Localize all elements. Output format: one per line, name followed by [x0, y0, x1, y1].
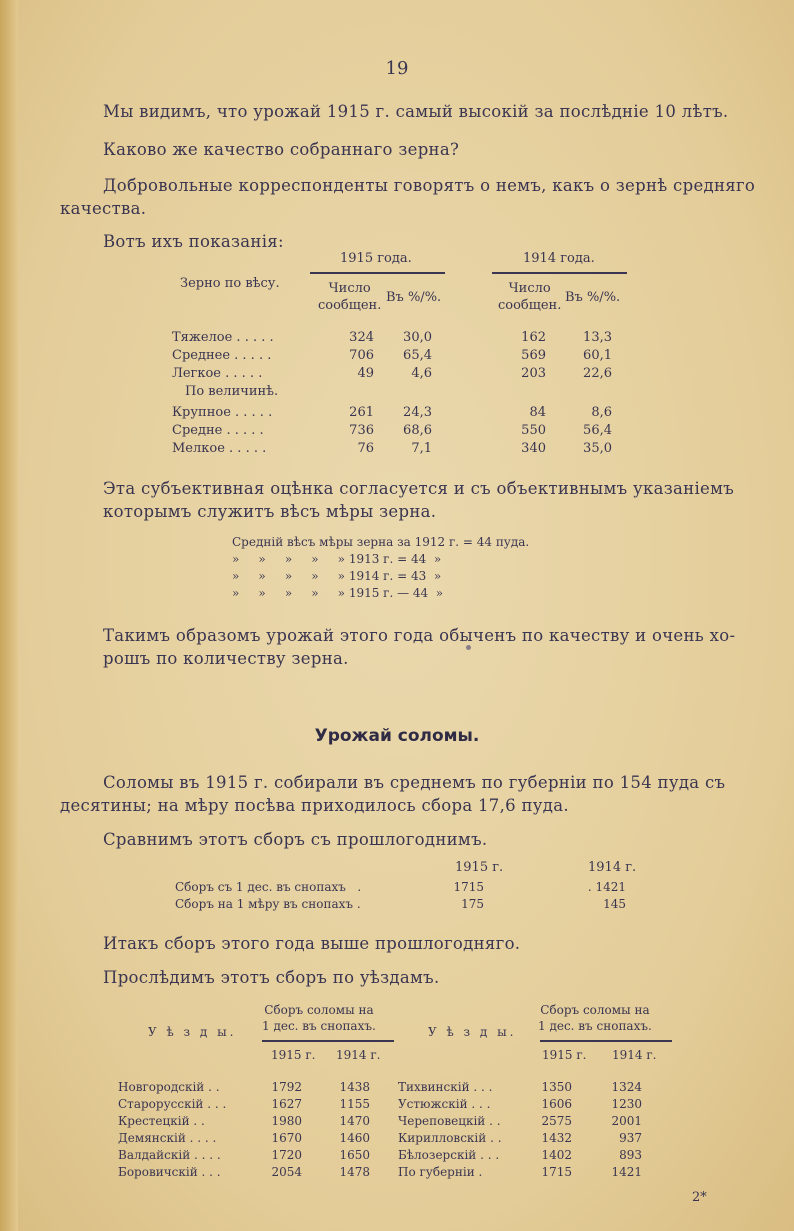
paragraph-by-districts: Прослѣдимъ этотъ сборъ по уѣздамъ.: [103, 968, 440, 987]
col-pct-1914: Въ %/%.: [565, 290, 621, 305]
sbor-label-2: 1 дес. въ снопахъ.: [262, 1019, 376, 1033]
rule-1915: [310, 272, 445, 274]
year-1914-header: 1914 года.: [523, 251, 595, 266]
t3-value-1915: 1715: [541, 1165, 572, 1179]
size-subheader: По величинѣ.: [185, 384, 279, 399]
t3-district-name: Бѣлозерскій . . .: [398, 1148, 500, 1162]
measure-weight-line: » » » » » 1914 г. = 43 »: [232, 569, 442, 583]
row-header-weight: Зерно по вѣсу.: [180, 276, 280, 291]
sbor-label-2: 1 дес. въ снопахъ.: [538, 1019, 652, 1033]
t3-header-sbor-left: [262, 1002, 376, 1034]
t3-value-1915: 1792: [271, 1080, 302, 1094]
paragraph-straw-line2: десятины; на мѣру посѣва приходилось сбора 17,6 пуда.: [60, 796, 569, 815]
t3-district-name: Крестецкій . .: [118, 1114, 205, 1128]
t3-district-name: Боровичскій . . .: [118, 1165, 221, 1179]
t3-district-name: Тихвинскій . . .: [398, 1080, 493, 1094]
col-count-1915: [318, 280, 381, 314]
col-count-label-2: сообщен.: [318, 298, 382, 313]
t3-value-1915: 1402: [541, 1148, 572, 1162]
t3-rule-left: [262, 1040, 394, 1042]
paragraph-conclusion-line1: Такимъ образомъ урожай этого года обыченъ по качеству и очень хо-: [103, 626, 736, 645]
pct-1914: 22,6: [583, 366, 612, 381]
t2-year-1914: 1914 г.: [588, 860, 637, 875]
sbor-label-1: Сборъ соломы на: [264, 1003, 374, 1017]
t3-value-1914: 937: [619, 1131, 642, 1145]
rule-1914: [492, 272, 627, 274]
signature-mark: 2*: [692, 1190, 707, 1205]
paragraph-grain-quality-question: Каково же качество собраннаго зерна?: [103, 140, 460, 159]
count-1915: 706: [349, 348, 374, 363]
section-heading-straw: Урожай соломы.: [314, 726, 480, 746]
paragraph-harvest-highest: Мы видимъ, что урожай 1915 г. самый высокій за послѣдніе 10 лѣтъ.: [103, 102, 729, 121]
pct-1914: 35,0: [583, 441, 612, 456]
t3-value-1915: 1606: [541, 1097, 572, 1111]
col-count-label-1: Число: [328, 281, 371, 296]
row-label: Среднее . . . . .: [172, 348, 272, 363]
pct-1914: 56,4: [583, 423, 612, 438]
row-label: Крупное . . . . .: [172, 405, 273, 420]
col-pct-1915: Въ %/%.: [386, 290, 442, 305]
t3-header-uezd-left: У ѣ з д ы.: [148, 1025, 237, 1039]
t3-value-1914: 1438: [339, 1080, 370, 1094]
count-1914: 340: [521, 441, 546, 456]
pct-1915: 65,4: [403, 348, 432, 363]
t3-value-1914: 1478: [339, 1165, 370, 1179]
t2-value-1915: 1715: [453, 880, 484, 894]
col-count-1914: [498, 280, 561, 314]
count-1914: 84: [529, 405, 546, 420]
year-1915-header: 1915 года.: [340, 251, 412, 266]
page-number: 19: [385, 58, 409, 79]
paragraph-subjective-line2: которымъ служитъ вѣсъ мѣры зерна.: [103, 502, 437, 521]
t3-district-name: Устюжскій . . .: [398, 1097, 491, 1111]
t2-value-1915: 175: [461, 897, 484, 911]
pct-1915: 68,6: [403, 423, 432, 438]
pct-1914: 8,6: [591, 405, 612, 420]
t3-district-name: Новгородскій . .: [118, 1080, 220, 1094]
paragraph-correspondents-line2: качества.: [60, 199, 147, 218]
t3-header-uezd-right: У ѣ з д ы.: [428, 1025, 517, 1039]
t3-value-1915: 2054: [271, 1165, 302, 1179]
t3-district-name: Валдайскій . . . .: [118, 1148, 221, 1162]
t2-value-1914: 145: [603, 897, 626, 911]
t2-value-1914: . 1421: [587, 880, 626, 894]
t3-value-1914: 1155: [339, 1097, 370, 1111]
count-1915: 736: [349, 423, 374, 438]
t3-left-y1915: 1915 г.: [271, 1048, 316, 1062]
row-label: Средне . . . . .: [172, 423, 264, 438]
count-1914: 569: [521, 348, 546, 363]
t3-value-1915: 1980: [271, 1114, 302, 1128]
t3-value-1915: 2575: [541, 1114, 572, 1128]
t3-district-name: По губерніи .: [398, 1165, 483, 1179]
t3-value-1915: 1670: [271, 1131, 302, 1145]
t3-left-y1914: 1914 г.: [336, 1048, 381, 1062]
t3-district-name: Череповецкій . .: [398, 1114, 501, 1128]
count-1914: 550: [521, 423, 546, 438]
row-label: Легкое . . . . .: [172, 366, 263, 381]
t2-row-label: Сборъ на 1 мѣру въ снопахъ .: [175, 897, 361, 911]
t2-year-1915: 1915 г.: [455, 860, 504, 875]
t3-value-1914: 1460: [339, 1131, 370, 1145]
t3-value-1914: 1230: [611, 1097, 642, 1111]
t3-value-1914: 1470: [339, 1114, 370, 1128]
count-1915: 324: [349, 330, 374, 345]
measure-weight-line: » » » » » 1913 г. = 44 »: [232, 552, 442, 566]
col-count-label-2: сообщен.: [498, 298, 562, 313]
paragraph-higher-than-last: Итакъ сборъ этого года выше прошлогодняго.: [103, 934, 521, 953]
t3-value-1914: 1421: [611, 1165, 642, 1179]
t3-right-y1915: 1915 г.: [542, 1048, 587, 1062]
pct-1915: 7,1: [411, 441, 432, 456]
t3-value-1915: 1432: [541, 1131, 572, 1145]
t3-value-1914: 1650: [339, 1148, 370, 1162]
t3-value-1915: 1720: [271, 1148, 302, 1162]
pct-1915: 4,6: [411, 366, 432, 381]
count-1915: 76: [357, 441, 374, 456]
row-label: Мелкое . . . . .: [172, 441, 267, 456]
t3-value-1915: 1350: [541, 1080, 572, 1094]
measure-weight-line: Средній вѣсъ мѣры зерна за 1912 г. = 44 пуда.: [232, 535, 530, 549]
page-spine: [0, 0, 18, 1231]
t3-value-1914: 893: [619, 1148, 642, 1162]
count-1914: 162: [521, 330, 546, 345]
t3-rule-right: [540, 1040, 672, 1042]
paragraph-conclusion-line2: рошъ по количеству зерна.: [103, 649, 349, 668]
t3-right-y1914: 1914 г.: [612, 1048, 657, 1062]
pct-1914: 60,1: [583, 348, 612, 363]
pct-1915: 30,0: [403, 330, 432, 345]
count-1915: 49: [357, 366, 374, 381]
sbor-label-1: Сборъ соломы на: [540, 1003, 650, 1017]
t3-district-name: Кирилловскій . .: [398, 1131, 502, 1145]
t3-header-sbor-right: [538, 1002, 652, 1034]
count-1914: 203: [521, 366, 546, 381]
t3-district-name: Демянскій . . . .: [118, 1131, 217, 1145]
t3-value-1914: 1324: [611, 1080, 642, 1094]
paragraph-straw-line1: Соломы въ 1915 г. собирали въ среднемъ по губерніи по 154 пуда съ: [103, 773, 726, 792]
t3-value-1915: 1627: [271, 1097, 302, 1111]
t3-district-name: Старорусскій . . .: [118, 1097, 227, 1111]
measure-weight-line: » » » » » 1915 г. — 44 »: [232, 586, 444, 600]
pct-1914: 13,3: [583, 330, 612, 345]
paragraph-compare: Сравнимъ этотъ сборъ съ прошлогоднимъ.: [103, 830, 488, 849]
count-1915: 261: [349, 405, 374, 420]
ink-speck: [466, 645, 471, 650]
paragraph-correspondents-line1: Добровольные корреспонденты говорятъ о немъ, какъ о зернѣ средняго: [103, 176, 756, 195]
paragraph-their-reports: Вотъ ихъ показанія:: [103, 232, 284, 251]
pct-1915: 24,3: [403, 405, 432, 420]
col-count-label-1: Число: [508, 281, 551, 296]
paragraph-subjective-line1: Эта субъективная оцѣнка согласуется и съ объективнымъ указаніемъ: [103, 479, 735, 498]
t2-row-label: Сборъ съ 1 дес. въ снопахъ .: [175, 880, 362, 894]
row-label: Тяжелое . . . . .: [172, 330, 274, 345]
t3-value-1914: 2001: [611, 1114, 642, 1128]
